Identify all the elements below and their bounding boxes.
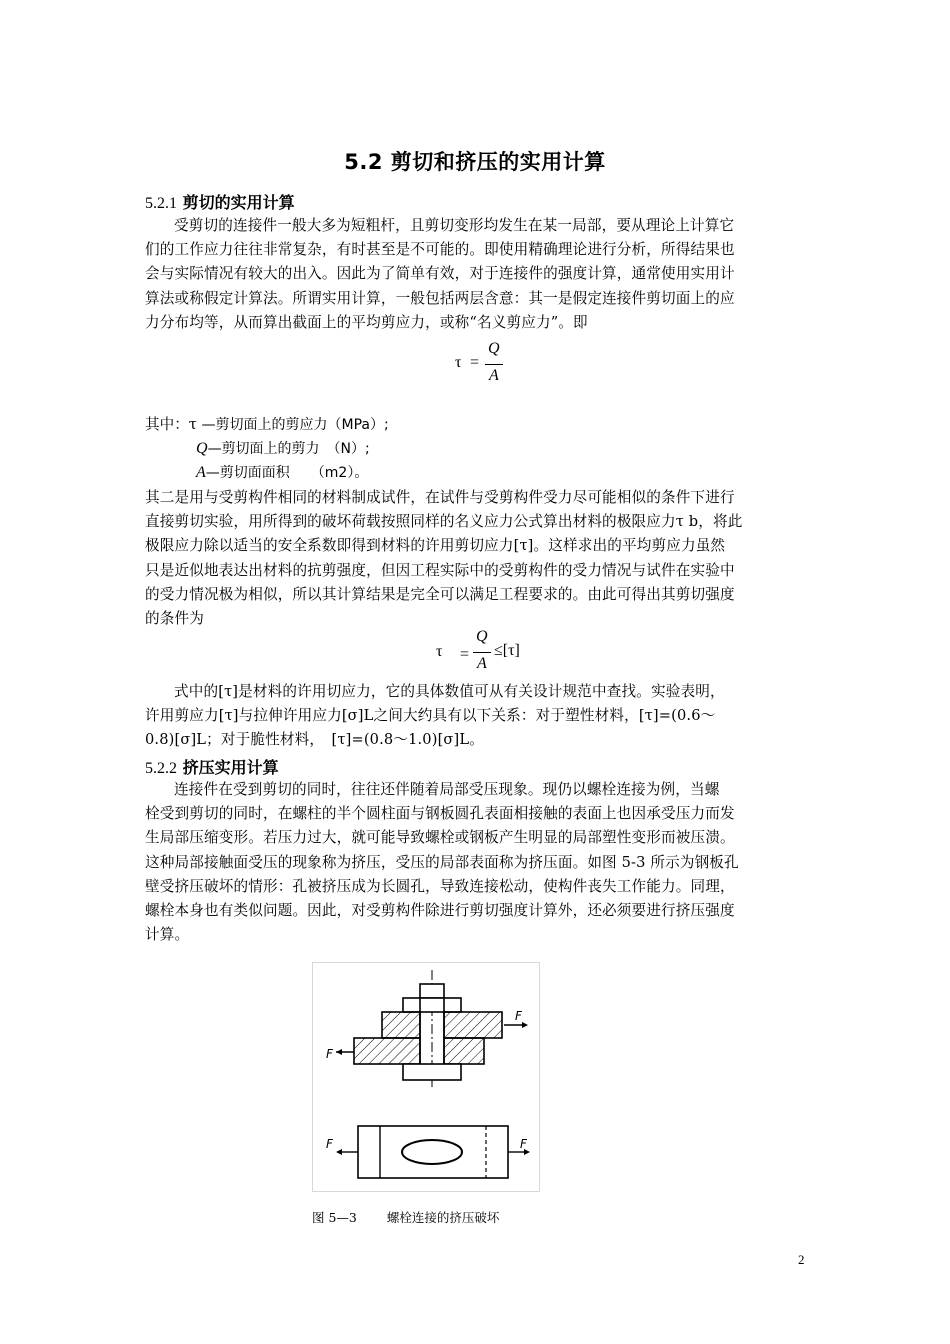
paragraph-bearing xyxy=(145,778,807,947)
text-line: 许用剪应力[τ]与拉伸许用应力[σ]L之间大约具有以下关系：对于塑性材料，[τ]=(0.6～ xyxy=(145,707,716,725)
force-label-plate-left: F xyxy=(326,1137,333,1151)
text-line: 栓受到剪切的同时，在螺柱的半个圆柱面与钢板圆孔表面相接触的表面上也因承受压力而发 xyxy=(145,805,735,823)
paragraph-allowable-stress xyxy=(145,680,807,753)
text-line: 式中的[τ]是材料的许用切应力，它的具体数值可从有关设计规范中查找。实验表明， xyxy=(174,683,725,700)
formula-shear-strength-condition xyxy=(436,627,566,679)
caption-text: 螺栓连接的挤压破坏 xyxy=(386,1210,500,1225)
fraction-bar xyxy=(473,652,491,653)
formula-denominator: A xyxy=(489,367,499,384)
bolt-diagram xyxy=(312,962,540,1192)
section-number: 5.2.2 xyxy=(145,760,177,777)
text-line: 计算。 xyxy=(145,926,190,944)
figure-bolt-connection xyxy=(312,962,540,1192)
definition-symbol: τ xyxy=(188,416,197,433)
page-number: 2 xyxy=(798,1252,805,1267)
definition-line-q xyxy=(196,438,370,460)
text-line: 螺栓本身也有类似问题。因此，对受剪构件除进行剪切强度计算外，还必须要进行挤压强度 xyxy=(145,902,735,920)
definition-text: —剪切面上的剪力 （N）; xyxy=(207,441,370,457)
text-line: 力分布均等，从而算出截面上的平均剪应力，或称“名义剪应力”。即 xyxy=(145,313,588,331)
paragraph-second-meaning xyxy=(145,486,807,631)
formula-denominator: A xyxy=(477,655,487,672)
definition-line-tau xyxy=(145,414,389,436)
paragraph-intro xyxy=(145,214,807,335)
text-line: 的受力情况极为相似，所以其计算结果是完全可以满足工程要求的。由此可得出其剪切强度 xyxy=(145,585,735,603)
section-heading-5-2-1 xyxy=(145,190,295,213)
section-title: 剪切的实用计算 xyxy=(182,193,295,212)
definition-prefix: 其中： xyxy=(145,416,189,433)
formula-rhs: ≤[τ] xyxy=(494,642,520,659)
text-line: 连接件在受到剪切的同时，往往还伴随着局部受压现象。现仍以螺栓连接为例，当螺 xyxy=(174,781,720,798)
text-line: 算法或称假定计算法。所谓实用计算，一般包括两层含意：其一是假定连接件剪切面上的应 xyxy=(145,289,735,307)
formula-tau: τ xyxy=(436,643,443,660)
fraction-bar xyxy=(485,364,503,365)
text-line: 其二是用与受剪构件相同的材料制成试件，在试件与受剪构件受力尽可能相似的条件下进行 xyxy=(145,489,735,506)
text-line: 会与实际情况有较大的出入。因此为了简单有效，对于连接件的强度计算，通常使用实用计 xyxy=(145,265,735,283)
figure-caption xyxy=(312,1208,499,1226)
text-line: 壁受挤压破坏的情形：孔被挤压成为长圆孔，导致连接松动，使构件丧失工作能力。同理， xyxy=(145,877,735,895)
text-line: 极限应力除以适当的安全系数即得到材料的许用剪切应力[τ]。这样求出的平均剪应力虽然 xyxy=(145,537,726,555)
section-title: 挤压实用计算 xyxy=(182,758,279,777)
text-line: 的条件为 xyxy=(145,610,204,628)
section-heading-5-2-2 xyxy=(145,755,279,778)
text-line: 只是近似地表达出材料的抗剪强度，但因工程实际中的受剪构件的受力情况与试件在实验中 xyxy=(145,561,735,579)
formula-equals: = xyxy=(460,646,470,663)
definition-line-a xyxy=(196,462,368,484)
text-line: 0.8)[σ]L；对于脆性材料， [τ]=(0.8～1.0)[σ]L。 xyxy=(145,731,484,749)
definition-text: —剪切面上的剪应力（MPa）; xyxy=(201,417,389,433)
definition-symbol: A xyxy=(196,464,206,481)
force-label-left: F xyxy=(326,1047,333,1061)
formula-numerator: Q xyxy=(488,340,500,357)
section-number: 5.2.1 xyxy=(145,195,177,212)
force-label-top: F xyxy=(515,1009,522,1023)
text-line: 们的工作应力往往非常复杂，有时甚至是不可能的。即使用精确理论进行分析，所得结果也 xyxy=(145,241,735,259)
page-title: 5.2 剪切和挤压的实用计算 xyxy=(344,150,606,174)
definition-text: —剪切面面积 （m2）。 xyxy=(205,465,369,481)
caption-number: 图 5—3 xyxy=(312,1210,357,1225)
formula-equals: = xyxy=(470,354,480,371)
force-label-plate-right: F xyxy=(520,1137,527,1151)
text-line: 这种局部接触面受压的现象称为挤压，受压的局部表面称为挤压面。如图 5-3 所示为钢板孔 xyxy=(145,853,739,871)
formula-shear-stress xyxy=(455,340,545,390)
text-line: 受剪切的连接件一般大多为短粗杆，且剪切变形均发生在某一局部，要从理论上计算它 xyxy=(174,217,735,234)
definition-symbol: Q xyxy=(196,440,208,457)
formula-numerator: Q xyxy=(476,628,488,645)
text-line: 直接剪切实验，用所得到的破坏荷载按照同样的名义应力公式算出材料的极限应力τ b，将此 xyxy=(145,513,743,531)
formula-tau: τ xyxy=(455,354,462,371)
text-line: 生局部压缩变形。若压力过大，就可能导致螺栓或钢板产生明显的局部塑性变形而被压溃。 xyxy=(145,829,735,847)
